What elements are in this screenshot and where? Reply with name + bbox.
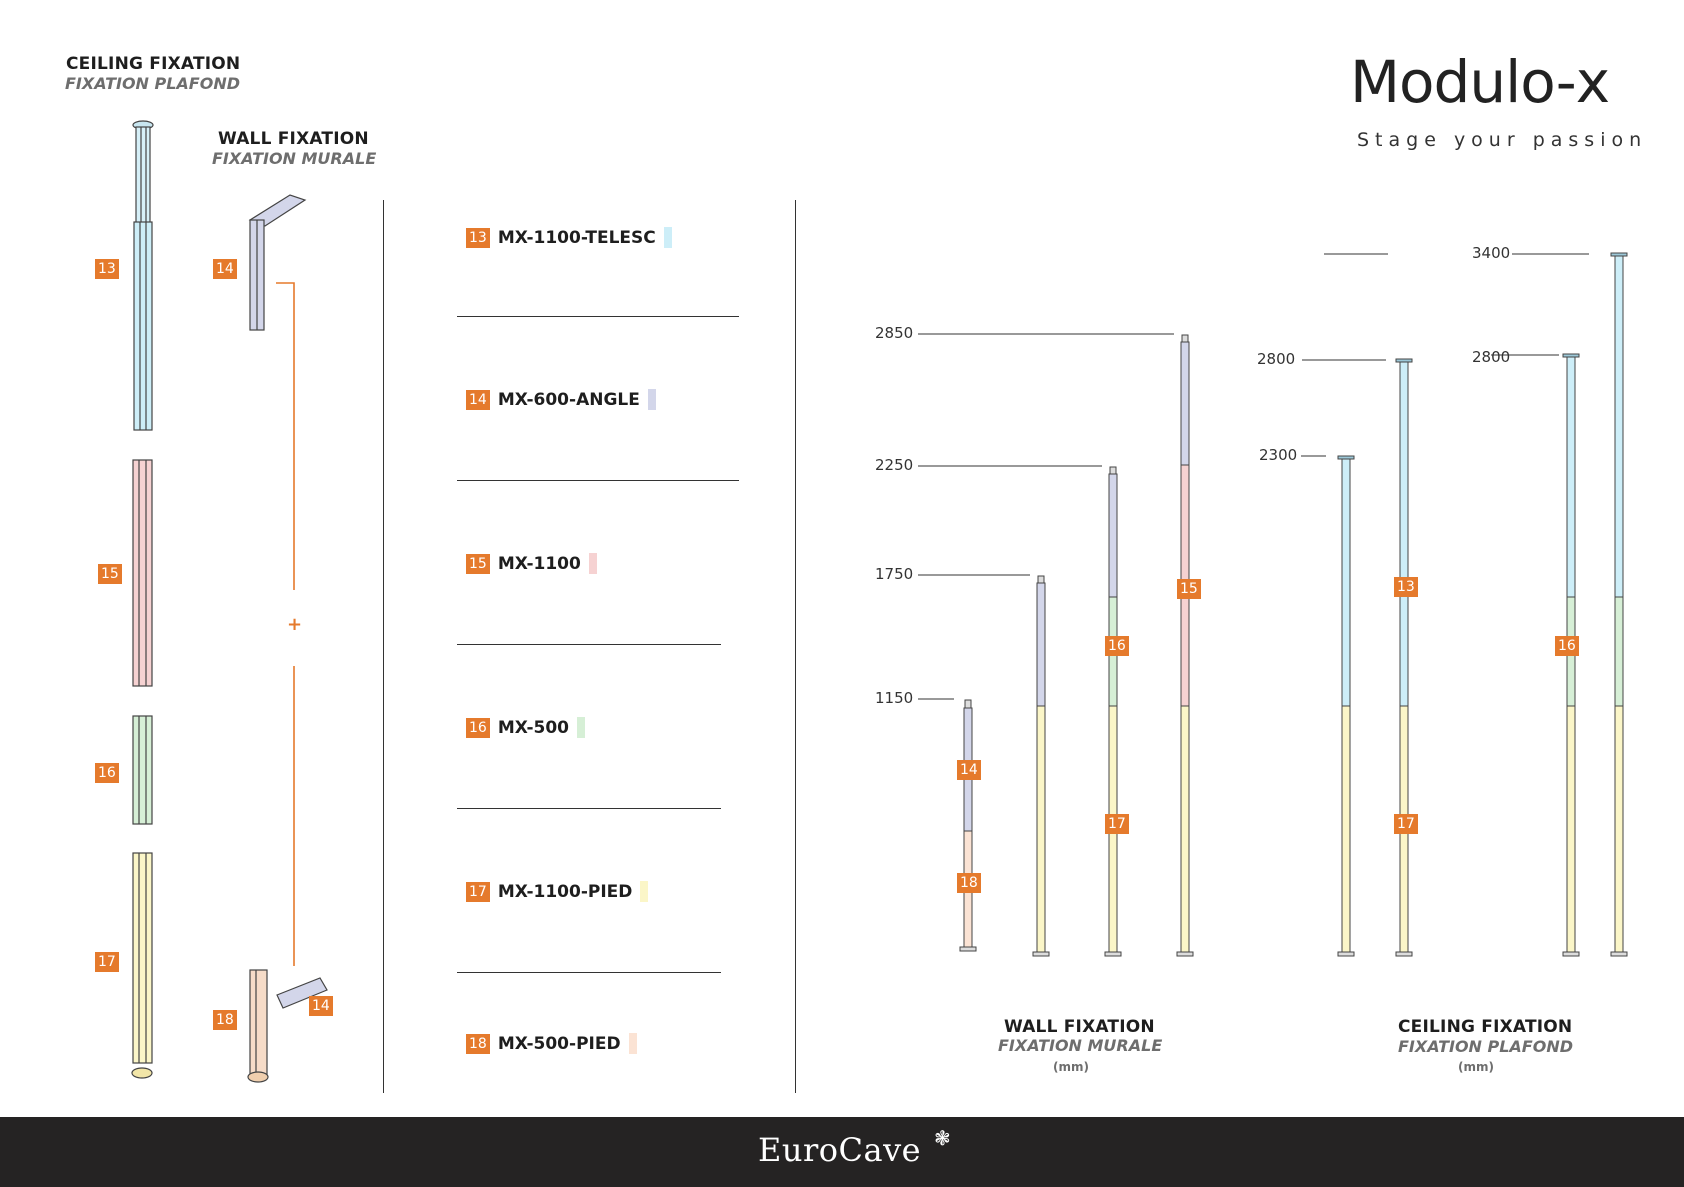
brand-logo: Modulo-x xyxy=(1350,48,1610,116)
separator-right xyxy=(795,200,796,1093)
part-18-illustration xyxy=(248,970,327,1082)
part-15-swatch xyxy=(589,553,597,574)
part-13-name: MX-1100-TELESC xyxy=(497,227,656,248)
leader-lines xyxy=(918,254,1589,699)
wall-post-2850 xyxy=(1177,335,1193,956)
part-13-swatch xyxy=(664,227,672,248)
part-14-badge: 14 xyxy=(466,390,490,410)
ceiling-fixation-subtitle: FIXATION PLAFOND xyxy=(65,74,241,93)
badge-14-top-left: 14 xyxy=(213,259,237,279)
part-row-18 xyxy=(466,1033,637,1054)
ceiling-post-3400 xyxy=(1611,253,1627,956)
part-divider-4 xyxy=(457,808,721,809)
wall-chart-subtitle: FIXATION MURALE xyxy=(998,1036,1163,1055)
part-18-swatch xyxy=(629,1033,637,1054)
height-label-2300: 2300 xyxy=(1259,446,1298,464)
wall-post-1150 xyxy=(960,700,976,951)
height-label-1150: 1150 xyxy=(875,689,914,707)
height-label-2800-a: 2800 xyxy=(1257,350,1296,368)
wall-badge-14: 14 xyxy=(957,760,981,780)
height-diagram xyxy=(840,230,1640,960)
part-divider-1 xyxy=(457,316,739,317)
part-17-name: MX-1100-PIED xyxy=(497,881,633,902)
part-14-swatch xyxy=(648,389,656,410)
wall-post-1750 xyxy=(1033,576,1049,956)
footer-logo: EuroCave xyxy=(758,1131,922,1169)
part-13-badge: 13 xyxy=(466,228,490,248)
part-divider-5 xyxy=(457,972,721,973)
part-17-illustration xyxy=(132,853,152,1078)
part-row-16 xyxy=(466,717,585,738)
wall-post-2250 xyxy=(1105,467,1121,956)
footer-bar xyxy=(0,1117,1684,1187)
height-label-2850: 2850 xyxy=(875,324,914,342)
part-13-illustration xyxy=(133,121,153,430)
wall-fixation-title: WALL FIXATION xyxy=(218,129,369,149)
height-label-1750: 1750 xyxy=(875,565,914,583)
wall-fixation-subtitle: FIXATION MURALE xyxy=(212,149,377,168)
ceiling-chart-title: CEILING FIXATION xyxy=(1398,1017,1573,1037)
height-label-2250: 2250 xyxy=(875,456,914,474)
part-divider-3 xyxy=(457,644,721,645)
ceiling-chart-subtitle: FIXATION PLAFOND xyxy=(1398,1037,1574,1056)
badge-18-left: 18 xyxy=(213,1010,237,1030)
badge-17-left: 17 xyxy=(95,952,119,972)
part-18-badge: 18 xyxy=(466,1034,490,1054)
ceiling-chart-unit: (mm) xyxy=(1458,1060,1494,1074)
separator-left xyxy=(383,200,384,1093)
ceiling-badge-16: 16 xyxy=(1555,636,1579,656)
ceiling-badge-13: 13 xyxy=(1394,577,1418,597)
part-16-swatch xyxy=(577,717,585,738)
ceiling-post-2300 xyxy=(1338,456,1354,956)
wall-badge-16: 16 xyxy=(1105,636,1129,656)
flower-icon: ❃ xyxy=(934,1126,951,1150)
ceiling-badge-17: 17 xyxy=(1394,814,1418,834)
wall-badge-17: 17 xyxy=(1105,814,1129,834)
part-row-15 xyxy=(466,553,597,574)
badge-15-left: 15 xyxy=(98,564,122,584)
part-divider-2 xyxy=(457,480,739,481)
height-label-3400: 3400 xyxy=(1472,244,1511,262)
badge-13-left: 13 xyxy=(95,259,119,279)
part-17-swatch xyxy=(640,881,648,902)
part-row-17 xyxy=(466,881,648,902)
badge-14-bottom-left: 14 xyxy=(309,996,333,1016)
wall-badge-18: 18 xyxy=(957,873,981,893)
badge-16-left: 16 xyxy=(95,763,119,783)
part-18-name: MX-500-PIED xyxy=(497,1033,621,1054)
part-16-badge: 16 xyxy=(466,718,490,738)
left-illustrations xyxy=(0,0,380,1117)
part-16-illustration xyxy=(133,716,152,824)
part-row-13 xyxy=(466,227,672,248)
ceiling-post-2800 xyxy=(1396,359,1412,956)
part-14-name: MX-600-ANGLE xyxy=(497,389,640,410)
part-15-badge: 15 xyxy=(466,554,490,574)
part-14-top-illustration xyxy=(250,195,305,330)
wall-badge-15: 15 xyxy=(1177,579,1201,599)
part-17-badge: 17 xyxy=(466,882,490,902)
part-16-name: MX-500 xyxy=(497,717,570,738)
part-row-14 xyxy=(466,389,656,410)
part-15-name: MX-1100 xyxy=(497,553,581,574)
plus-sign: + xyxy=(287,614,303,635)
height-label-2800-b: 2800 xyxy=(1472,348,1511,366)
part-15-illustration xyxy=(133,460,152,686)
ceiling-fixation-title: CEILING FIXATION xyxy=(66,54,241,74)
brand-tagline: Stage your passion xyxy=(1357,129,1648,151)
wall-chart-unit: (mm) xyxy=(1053,1060,1089,1074)
wall-chart-title: WALL FIXATION xyxy=(1004,1017,1155,1037)
